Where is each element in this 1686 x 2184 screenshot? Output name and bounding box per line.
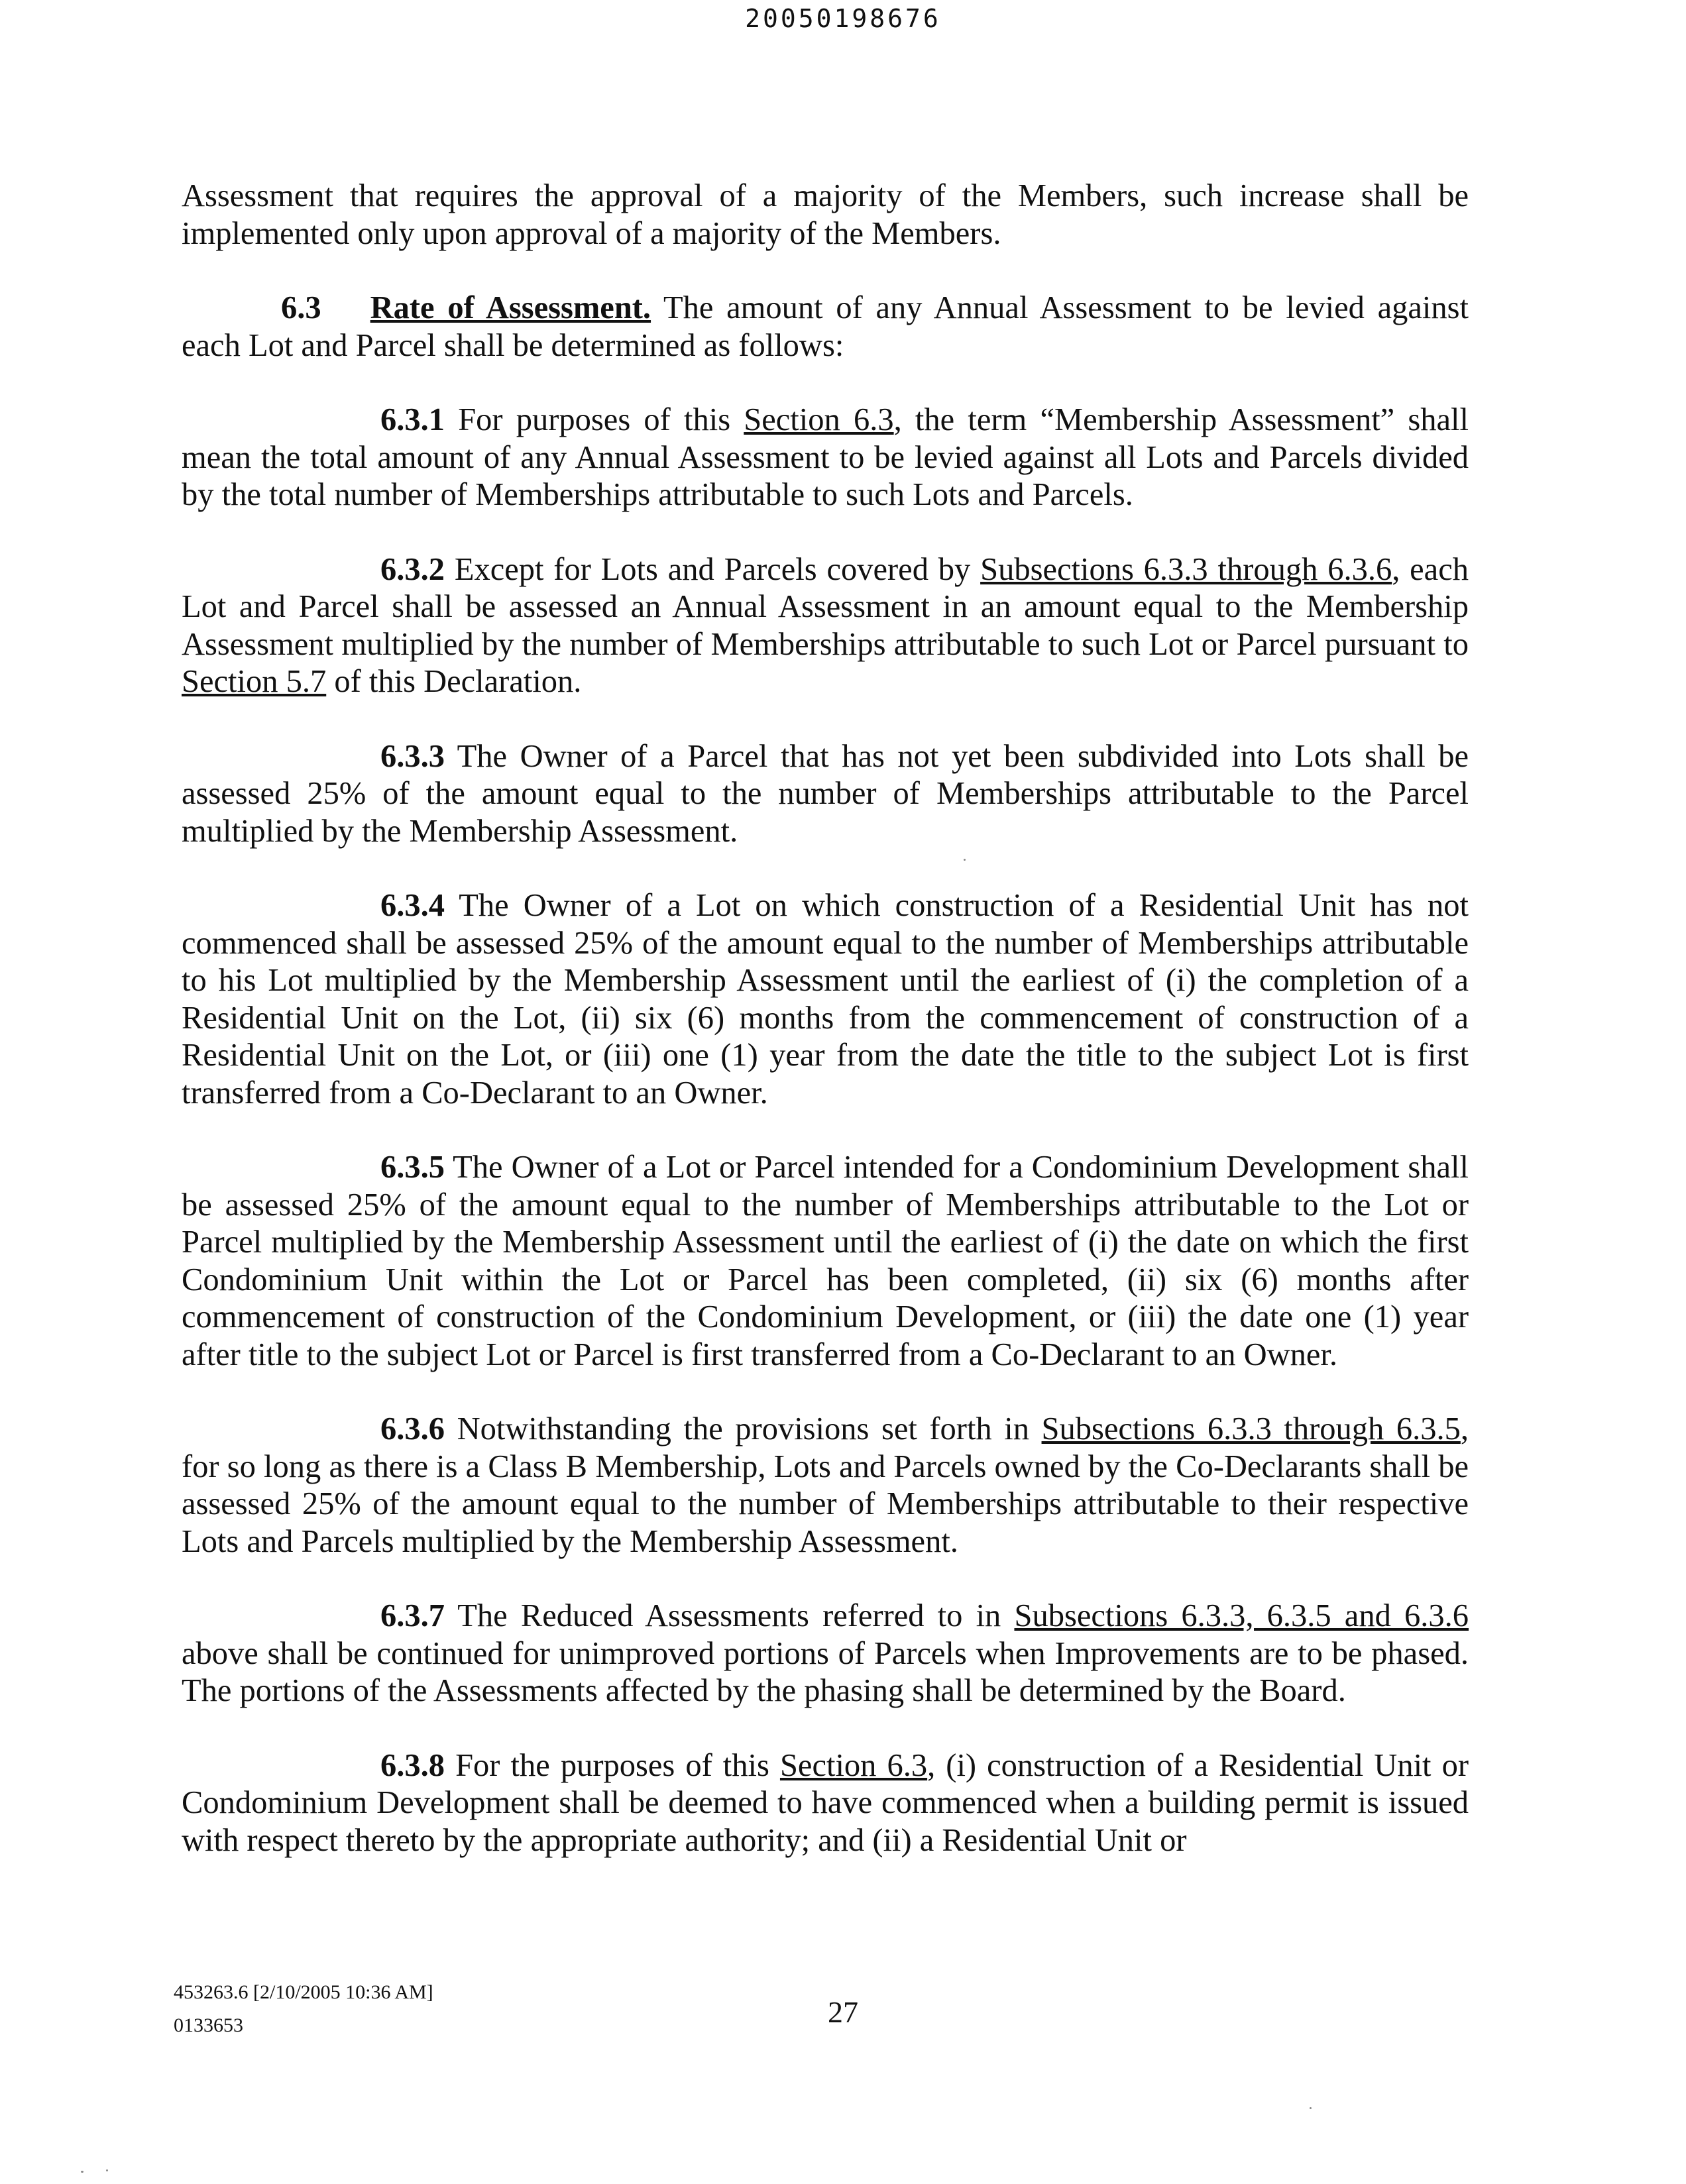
footer-client-reference: 0133653 bbox=[174, 2014, 243, 2036]
subsection-number: 6.3.3 bbox=[380, 738, 445, 774]
subsection-6-3-5 bbox=[182, 1149, 1469, 1374]
section-reference: Section 6.3 bbox=[744, 402, 894, 437]
document-number: 20050198676 bbox=[745, 4, 941, 33]
subsection-number: 6.3.1 bbox=[380, 402, 445, 437]
subsection-number: 6.3.4 bbox=[380, 888, 445, 923]
paragraph-text: For the purposes of this bbox=[445, 1747, 780, 1783]
page-number: 27 bbox=[828, 1995, 858, 2029]
section-6-3 bbox=[182, 290, 1469, 364]
paragraph-text: Notwithstanding the provisions set forth in bbox=[445, 1411, 1042, 1447]
section-heading: Rate of Assessment. bbox=[370, 290, 651, 325]
scan-speck bbox=[1310, 2107, 1312, 2109]
paragraph-text: The Reduced Assessments referred to in bbox=[445, 1598, 1015, 1633]
section-reference: Subsections 6.3.3 through 6.3.6 bbox=[980, 551, 1392, 587]
paragraph-text: The Owner of a Parcel that has not yet been subdivided into Lots shall be assessed 25% of the amount equal to the number of Memberships attributable to the Parcel multiplied by the Membership Assessment. bbox=[182, 738, 1469, 849]
paragraph-text: , the term “Membership Assessment” shall mean the total amount of any Annual Assessment to be levied against all Lots and Parcels divided by the total number of Memberships attributable to such Lots and Parcels. bbox=[182, 402, 1469, 512]
subsection-number: 6.3.8 bbox=[380, 1747, 445, 1783]
subsection-number: 6.3.6 bbox=[380, 1411, 445, 1447]
paragraph-text: , for so long as there is a Class B Membership, Lots and Parcels owned by the Co-Declarants shall be assessed 25% of the amount equal to the number of Memberships attributable to their respective Lots and Parcels multiplied by the Membership Assessment. bbox=[182, 1411, 1469, 1559]
paragraph-text: above shall be continued for unimproved portions of Parcels when Improvements are to be phased. The portions of the Assessments affected by the phasing shall be determined by the Board. bbox=[182, 1635, 1469, 1708]
document-body bbox=[182, 178, 1469, 1896]
scan-speck bbox=[106, 2169, 108, 2171]
paragraph-text: The Owner of a Lot or Parcel intended for a Condominium Development shall be assessed 25% of the amount equal to the number of Memberships attributable to the Lot or Parcel multiplied by the Membership Assessment until the earliest of (i) the date on which the first Condominium Unit within the Lot or Parcel has been completed, (ii) six (6) months after commencement of construction of the Condominium Development, or (iii) the date one (1) year after title to the subject Lot or Parcel is first transferred from a Co-Declarant to an Owner. bbox=[182, 1150, 1469, 1372]
scan-speck bbox=[964, 859, 966, 861]
section-reference: Section 6.3 bbox=[779, 1747, 928, 1783]
paragraph-continuation bbox=[182, 178, 1469, 252]
paragraph-text: For purposes of this bbox=[445, 402, 744, 437]
subsection-6-3-2 bbox=[182, 551, 1469, 701]
paragraph-text: , (i) construction of a Residential Unit or Condominium Development shall be deemed to have commenced when a building permit is issued with respect thereto by the appropriate authority; and (ii) a Residential Unit or bbox=[182, 1747, 1469, 1858]
subsection-6-3-7 bbox=[182, 1598, 1469, 1710]
paragraph-text: Assessment that requires the approval of a majority of the Members, such increase shall be implemented only upon approval of a majority of the Members. bbox=[182, 178, 1469, 251]
subsection-6-3-8 bbox=[182, 1747, 1469, 1860]
subsection-6-3-6 bbox=[182, 1411, 1469, 1560]
subsection-6-3-3 bbox=[182, 738, 1469, 851]
subsection-number: 6.3.7 bbox=[380, 1598, 445, 1633]
paragraph-text: Except for Lots and Parcels covered by bbox=[445, 551, 981, 587]
paragraph-text: The amount of any Annual Assessment to be levied against each Lot and Parcel shall be determined as follows: bbox=[182, 290, 1469, 363]
subsection-number: 6.3.2 bbox=[380, 551, 445, 587]
scan-speck bbox=[81, 2171, 84, 2173]
subsection-number: 6.3.5 bbox=[380, 1150, 445, 1185]
section-number: 6.3 bbox=[281, 290, 321, 325]
section-reference: Subsections 6.3.3 through 6.3.5 bbox=[1041, 1411, 1461, 1447]
section-reference: Subsections 6.3.3, 6.3.5 and 6.3.6 bbox=[1014, 1598, 1469, 1633]
section-reference: Section 5.7 bbox=[182, 664, 327, 699]
footer-document-reference: 453263.6 [2/10/2005 10:36 AM] bbox=[174, 1981, 433, 2003]
paragraph-text: The Owner of a Lot on which construction of a Residential Unit has not commenced shall be assessed 25% of the amount equal to the number of Memberships attributable to his Lot multiplied by the Membership Assessment until the earliest of (i) the completion of a Residential Unit on the Lot, (ii) six (6) months from the commencement of construction of a Residential Unit on the Lot, or (iii) one (1) year from the date the title to the subject Lot is first transferred from a Co-Declarant to an Owner. bbox=[182, 888, 1469, 1111]
subsection-6-3-1 bbox=[182, 402, 1469, 514]
paragraph-text: , each Lot and Parcel shall be assessed an Annual Assessment in an amount equal to the Membership Assessment multiplied by the number of Memberships attributable to such Lot or Parcel pursuant to bbox=[182, 551, 1469, 662]
subsection-6-3-4 bbox=[182, 887, 1469, 1112]
paragraph-text: of this Declaration. bbox=[326, 664, 582, 699]
